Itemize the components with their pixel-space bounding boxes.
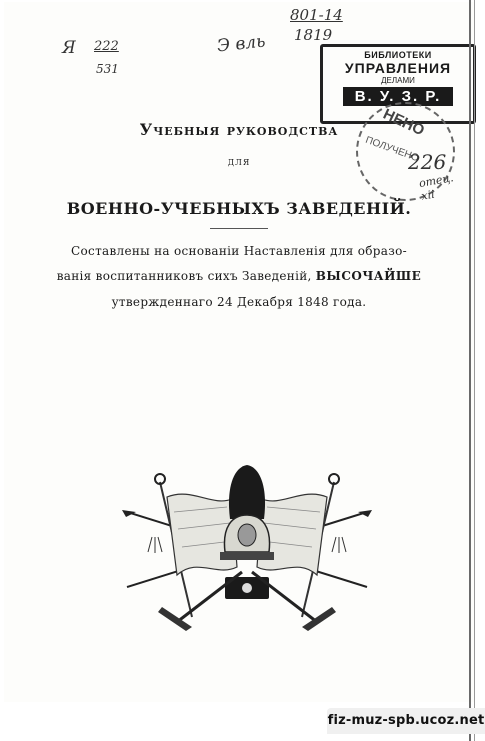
round-stamp: [356, 102, 455, 201]
scan-border-outer: [474, 0, 475, 741]
military-trophy-emblem-icon: [122, 457, 372, 632]
body-line-2: [4, 269, 474, 283]
round-stamp-number: 226: [408, 150, 447, 174]
scanned-page: [4, 2, 474, 702]
stamp-line-3: ДЕЛАМИ: [381, 76, 415, 85]
scan-border: [469, 0, 471, 741]
body-line-2-caps: ВЫСОЧАЙШЕ: [315, 269, 422, 283]
title-line-3: ВОЕННО-УЧЕБНЫХЪ ЗАВЕДЕНІЙ.: [66, 199, 412, 218]
stamp-line-1: БИБЛИОТЕКИ: [364, 50, 432, 60]
body-line-1: Составлены на основаніи Наставленія для образо-: [71, 244, 407, 258]
round-stamp-text-b: ПОЛУЧЕНО: [363, 134, 421, 165]
shelfmark-number: 222: [94, 39, 119, 54]
body-line-2-text: ванія воспитанниковъ сихъ Заведеній,: [56, 269, 312, 283]
handwritten-signature: Э вль: [216, 31, 267, 57]
body-line-3: утвержденнаго 24 Декабря 1848 года.: [111, 295, 367, 309]
title-divider: [210, 228, 268, 229]
stamp-line-4: В. У. З. Р.: [343, 87, 453, 106]
stamp-line-2: УПРАВЛЕНИЯ: [344, 60, 452, 76]
shelfmark-subnumber: 531: [96, 62, 119, 76]
title-line-1: Учебныя руководства: [139, 120, 339, 139]
inventory-number: 801-14: [290, 6, 343, 24]
round-stamp-text-a: НЕНО: [380, 105, 427, 140]
round-stamp-note: отец. xii: [418, 171, 455, 203]
site-watermark: fiz-muz-spb.ucoz.net: [327, 708, 485, 734]
inventory-year: 1819: [294, 26, 333, 44]
title-line-2: для: [227, 154, 251, 168]
shelfmark-letter: Я: [62, 38, 76, 58]
